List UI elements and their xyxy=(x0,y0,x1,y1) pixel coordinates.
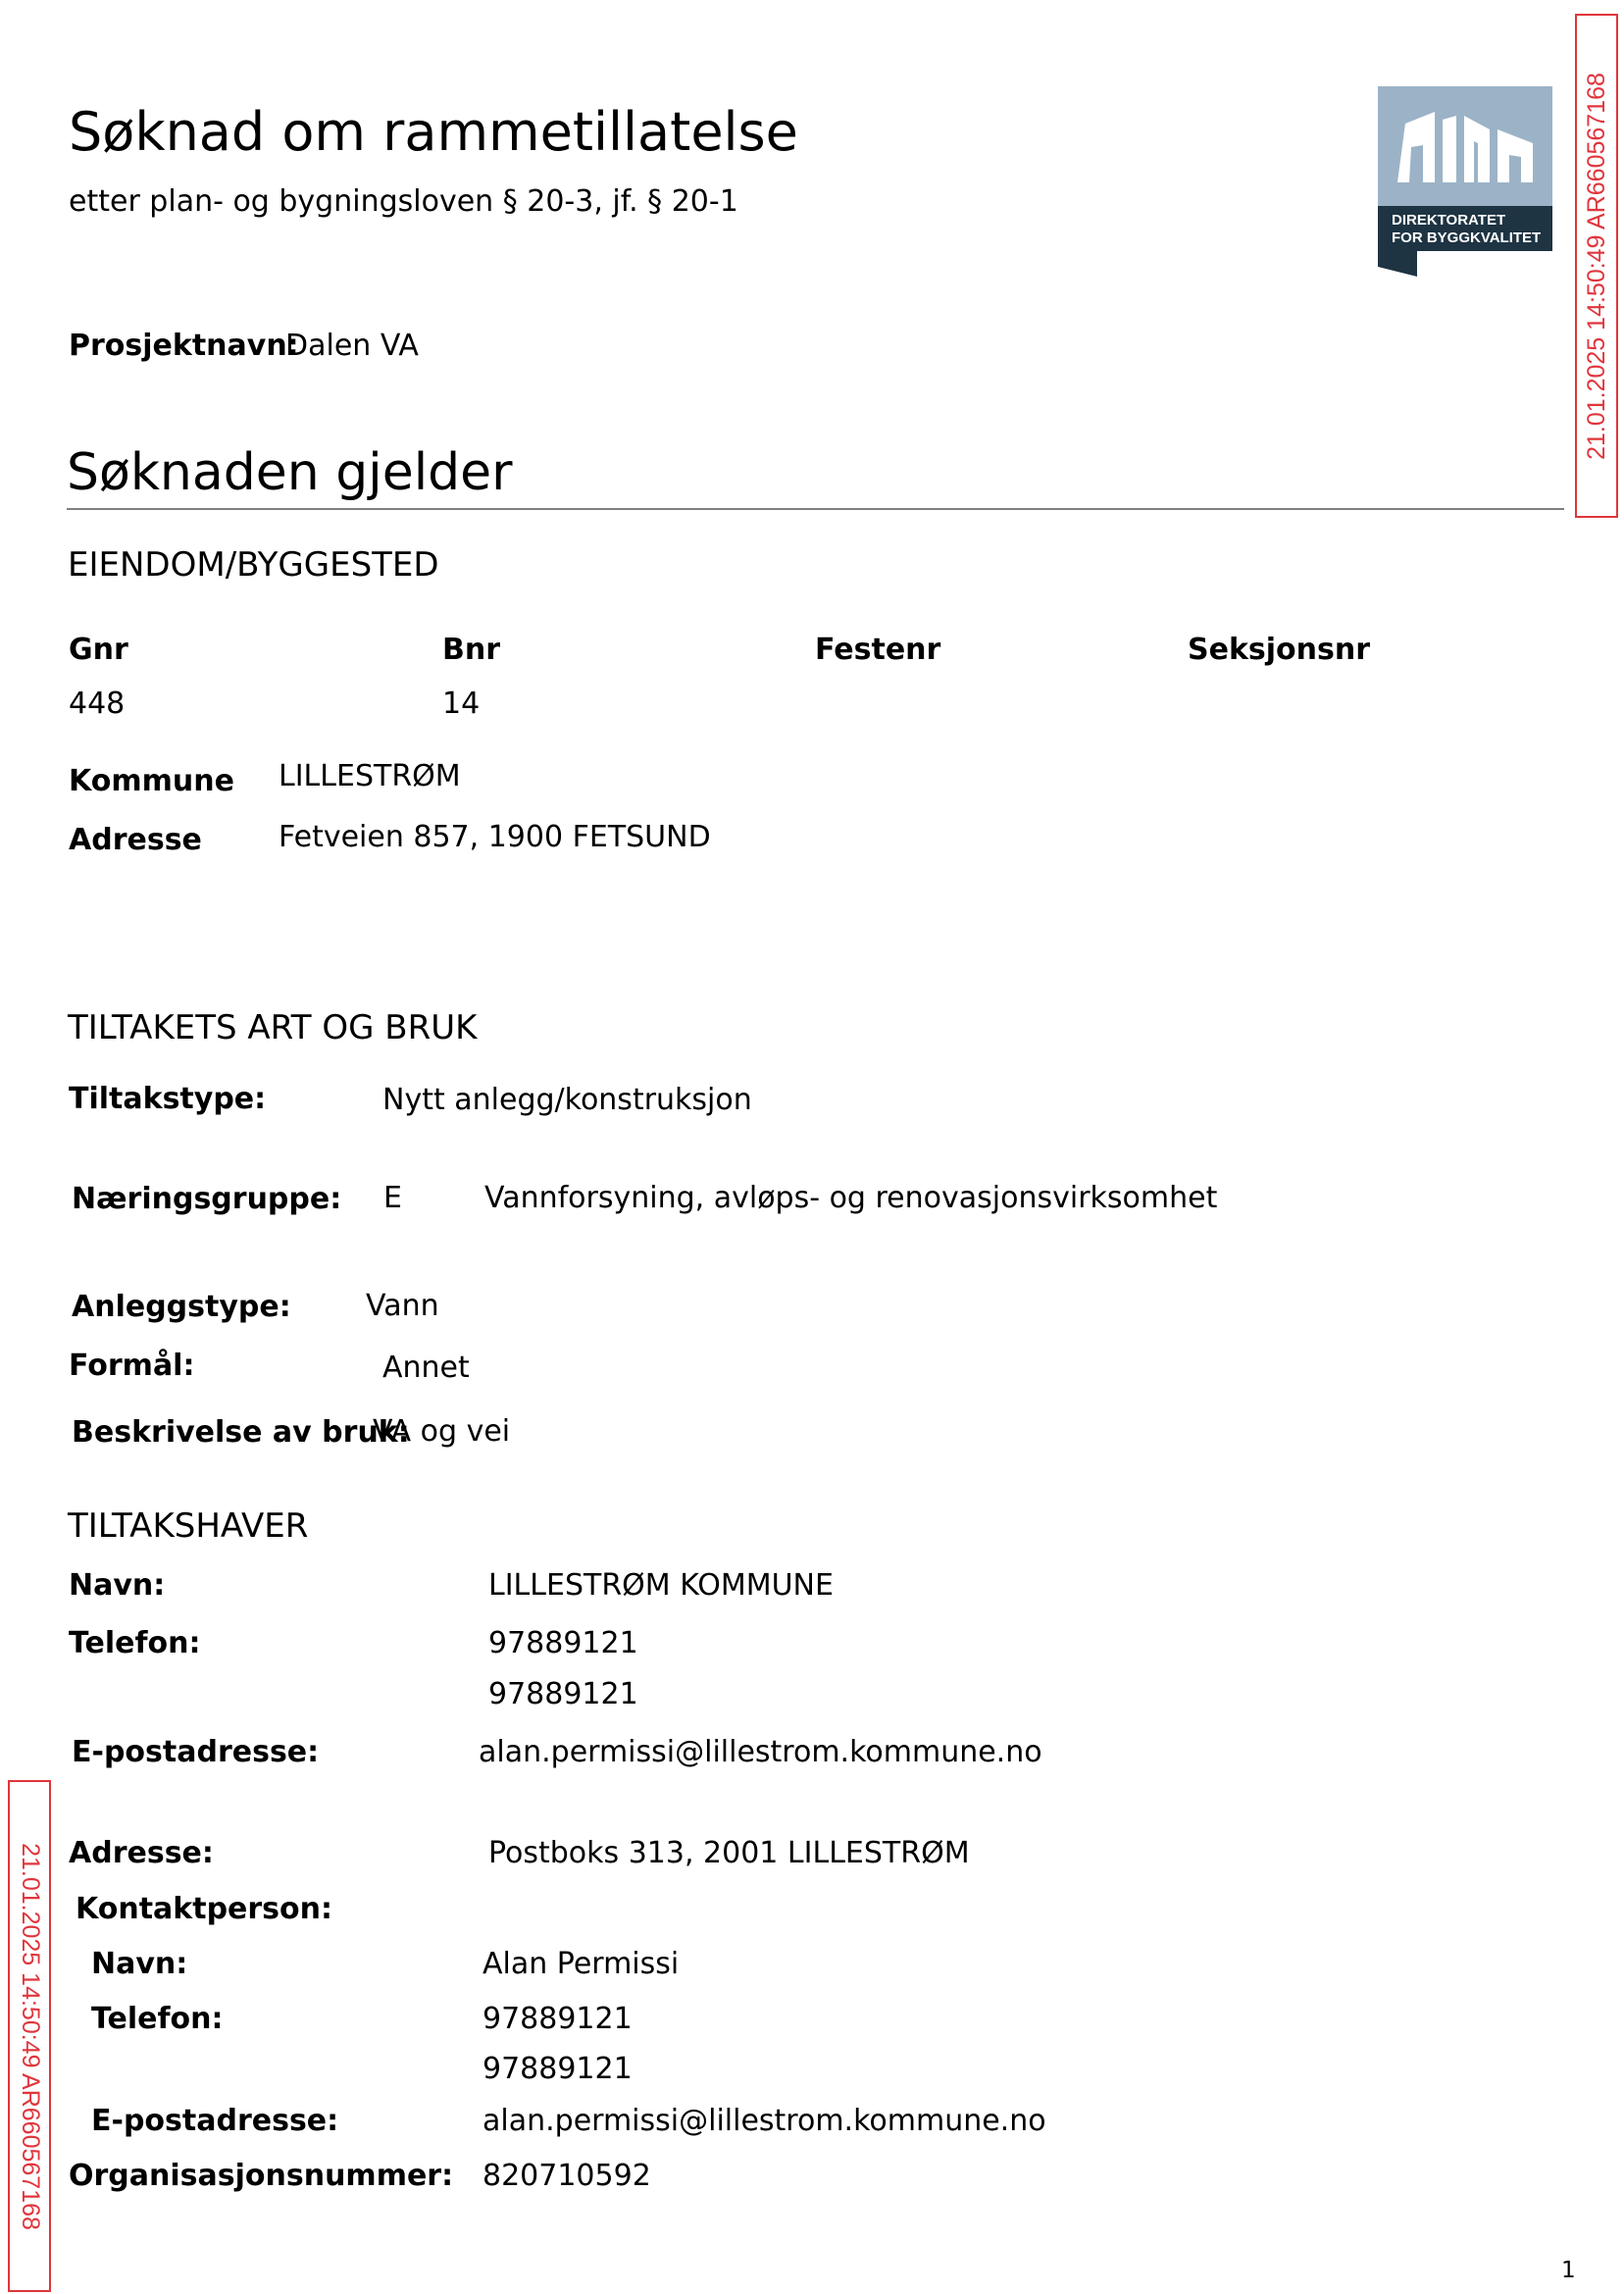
orgnr-value: 820710592 xyxy=(482,2159,651,2193)
kontakt-epost-value: alan.permissi@lillestrom.kommune.no xyxy=(482,2104,1046,2138)
tiltak-heading: TILTAKETS ART OG BRUK xyxy=(68,1008,478,1047)
adresse-label: Adresse xyxy=(69,823,202,857)
formal-value: Annet xyxy=(382,1351,470,1385)
tiltakshaver-telefon-value-1: 97889121 xyxy=(488,1626,638,1660)
gnr-value: 448 xyxy=(69,687,126,721)
bnr-value: 14 xyxy=(442,687,481,721)
naeringsgruppe-code: E xyxy=(383,1181,402,1215)
logo-line-2: FOR BYGGKVALITET xyxy=(1392,229,1542,246)
page-title: Søknad om rammetillatelse xyxy=(69,101,798,163)
tiltakshaver-adresse-label: Adresse: xyxy=(69,1836,214,1870)
page-number: 1 xyxy=(1561,2258,1576,2283)
seksjonsnr-header: Seksjonsnr xyxy=(1188,633,1371,667)
formal-label: Formål: xyxy=(69,1349,195,1383)
kontakt-telefon-value-1: 97889121 xyxy=(482,2002,633,2036)
kommune-value: LILLESTRØM xyxy=(279,759,461,793)
naeringsgruppe-label: Næringsgruppe: xyxy=(72,1182,342,1216)
tiltakshaver-navn-label: Navn: xyxy=(69,1568,166,1603)
kontakt-navn-value: Alan Permissi xyxy=(482,1947,680,1981)
kontakt-telefon-value-2: 97889121 xyxy=(482,2052,633,2086)
dibk-logo xyxy=(1378,86,1552,277)
tiltakstype-value: Nytt anlegg/konstruksjon xyxy=(382,1083,752,1117)
gnr-header: Gnr xyxy=(69,633,128,667)
tiltakshaver-heading: TILTAKSHAVER xyxy=(68,1506,309,1546)
date-stamp-side-text: 21.01.2025 14:50:49 AR660567168 xyxy=(16,1842,44,2230)
kommune-label: Kommune xyxy=(69,764,234,798)
project-name-label: Prosjektnavn: xyxy=(69,329,299,363)
kontakt-navn-label: Navn: xyxy=(91,1947,188,1981)
anleggstype-value: Vann xyxy=(366,1289,439,1323)
anleggstype-label: Anleggstype: xyxy=(72,1290,291,1324)
page-subtitle: etter plan- og bygningsloven § 20-3, jf. § 20-1 xyxy=(69,184,738,219)
tiltakshaver-epost-value: alan.permissi@lillestrom.kommune.no xyxy=(479,1735,1042,1769)
naeringsgruppe-value: Vannforsyning, avløps- og renovasjonsvirksomhet xyxy=(484,1181,1218,1215)
date-stamp-side xyxy=(8,1780,51,2292)
beskrivelse-label: Beskrivelse av bruk: xyxy=(72,1415,410,1450)
orgnr-label: Organisasjonsnummer: xyxy=(69,2159,454,2193)
tiltakshaver-epost-label: E-postadresse: xyxy=(72,1735,320,1769)
date-stamp-top-text: 21.01.2025 14:50:49 AR660567168 xyxy=(1582,72,1610,460)
tiltakstype-label: Tiltakstype: xyxy=(69,1082,267,1116)
festenr-header: Festenr xyxy=(815,633,941,667)
tiltakshaver-adresse-value: Postboks 313, 2001 LILLESTRØM xyxy=(488,1836,970,1870)
logo-line-1: DIREKTORATET xyxy=(1392,212,1506,229)
kontakt-epost-label: E-postadresse: xyxy=(91,2104,339,2138)
beskrivelse-value: VA og vei xyxy=(373,1414,511,1449)
kontakt-telefon-label: Telefon: xyxy=(91,2002,224,2036)
bnr-header: Bnr xyxy=(442,633,501,667)
tiltakshaver-telefon-label: Telefon: xyxy=(69,1626,201,1660)
kontaktperson-label: Kontaktperson: xyxy=(76,1892,333,1926)
date-stamp-top xyxy=(1575,14,1618,518)
eiendom-heading: EIENDOM/BYGGESTED xyxy=(68,545,439,585)
section-title: Søknaden gjelder xyxy=(67,443,513,502)
project-name-value: Dalen VA xyxy=(285,329,419,363)
section-divider xyxy=(67,508,1564,510)
adresse-value: Fetveien 857, 1900 FETSUND xyxy=(279,820,711,854)
tiltakshaver-navn-value: LILLESTRØM KOMMUNE xyxy=(488,1568,834,1603)
tiltakshaver-telefon-value-2: 97889121 xyxy=(488,1677,638,1711)
